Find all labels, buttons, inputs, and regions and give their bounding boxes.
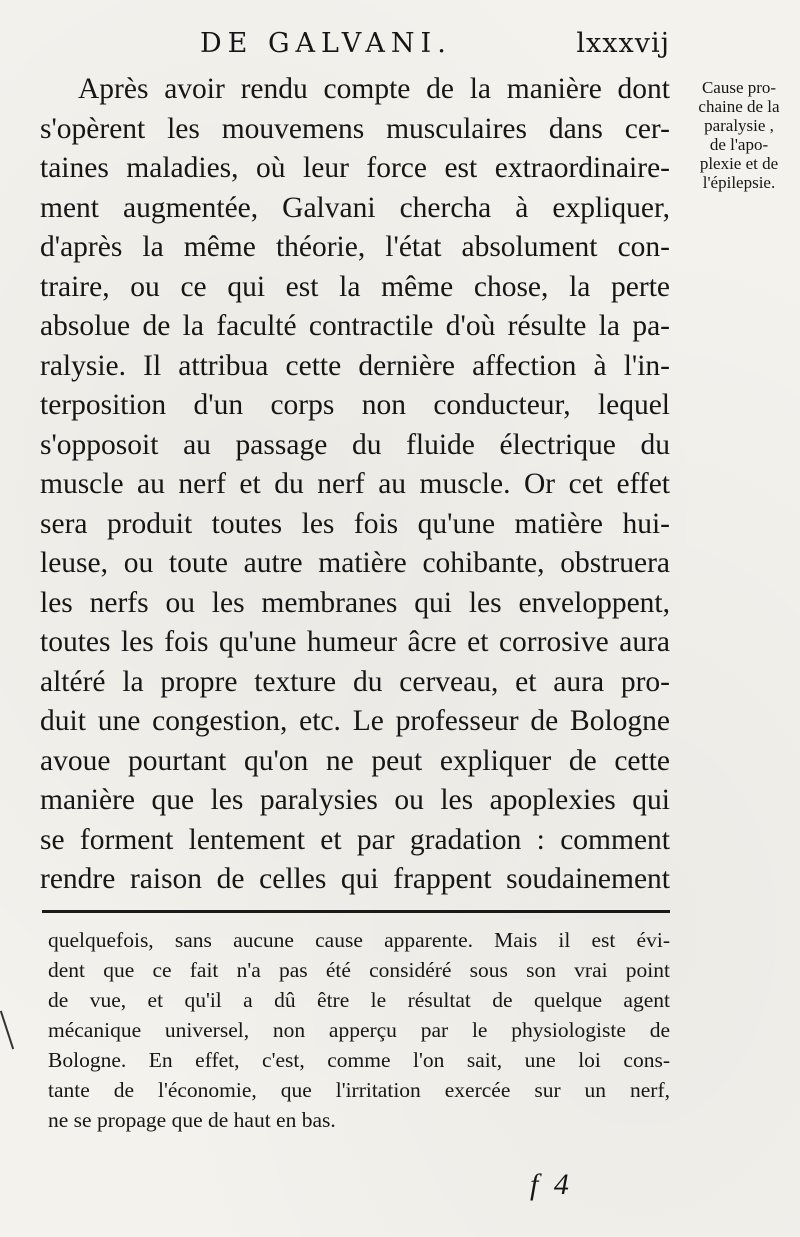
text-line: avoue pourtant qu'on ne peut expliquer de cette — [40, 744, 670, 777]
margin-note-line: chaine de la — [698, 97, 780, 116]
text-line: absolue de la faculté contractile d'où résulte la pa- — [40, 310, 670, 342]
footnote-line: quelquefois, sans aucune cause apparente. Mais il est évi- — [48, 928, 670, 952]
margin-pencil-mark — [0, 1011, 14, 1050]
footnote-line: de vue, et qu'il a dû être le résultat de quelque agent — [48, 988, 670, 1012]
footnote — [48, 925, 670, 1135]
text-line: ment augmentée, Galvani chercha à expliquer, — [40, 191, 670, 224]
text-line: rendre raison de celles qui frappent soudainement — [40, 863, 670, 895]
margin-note-line: de l'apo- — [709, 135, 769, 154]
text-line: terposition d'un corps non conducteur, lequel — [40, 389, 670, 421]
margin-note-line: paralysie , — [704, 116, 774, 135]
text-line: altéré la propre texture du cerveau, et aura pro- — [40, 665, 670, 698]
text-line: leuse, ou toute autre matière cohibante, obstruera — [40, 547, 670, 579]
margin-note-line: plexie et de — [699, 154, 779, 173]
main-text — [40, 70, 670, 900]
text-line: muscle au nerf et du nerf au muscle. Or cet effet — [40, 468, 670, 500]
footnote-line: Bologne. En effet, c'est, comme l'on sait, une loi cons- — [48, 1048, 670, 1072]
text-line: s'opposoit au passage du fluide électrique du — [40, 428, 670, 461]
text-line: les nerfs ou les membranes qui les enveloppent, — [40, 586, 670, 619]
footnote-line: mécanique universel, non apperçu par le physiologiste de — [48, 1018, 670, 1042]
text-line: traire, ou ce qui est la même chose, la perte — [40, 270, 670, 303]
text-line: manière que les paralysies ou les apoplexies qui — [40, 784, 670, 816]
text-line: toutes les fois qu'une humeur âcre et corrosive aura — [40, 626, 670, 658]
running-head — [200, 28, 670, 68]
text-line: se forment lentement et par gradation : comment — [40, 823, 670, 856]
margin-note-line: Cause pro- — [701, 78, 777, 97]
text-line: d'après la même théorie, l'état absolument con- — [40, 231, 670, 263]
footnote-line: dent que ce fait n'a pas été considéré sous son vrai point — [48, 958, 670, 982]
page-number: lxxxvij — [576, 28, 670, 59]
text-line: sera produit toutes les fois qu'une matière hui- — [40, 507, 670, 540]
text-line: taines maladies, où leur force est extraordinaire- — [40, 152, 670, 184]
text-line: duit une congestion, etc. Le professeur de Bologne — [40, 705, 670, 737]
marginal-note — [680, 78, 798, 192]
footnote-line: tante de l'économie, que l'irritation exercée sur un nerf, — [48, 1078, 670, 1102]
footnote-line: ne se propage que de haut en bas. — [48, 1108, 336, 1132]
running-head-title: DE GALVANI. — [200, 28, 452, 59]
signature-mark: f 4 — [530, 1168, 573, 1201]
text-line: ralysie. Il attribua cette dernière affection à l'in- — [40, 349, 670, 382]
footnote-rule — [42, 910, 670, 913]
margin-note-line: l'épilepsie. — [702, 173, 776, 192]
text-line: Après avoir rendu compte de la manière dont — [78, 73, 670, 105]
text-line: s'opèrent les mouvemens musculaires dans cer- — [40, 112, 670, 145]
